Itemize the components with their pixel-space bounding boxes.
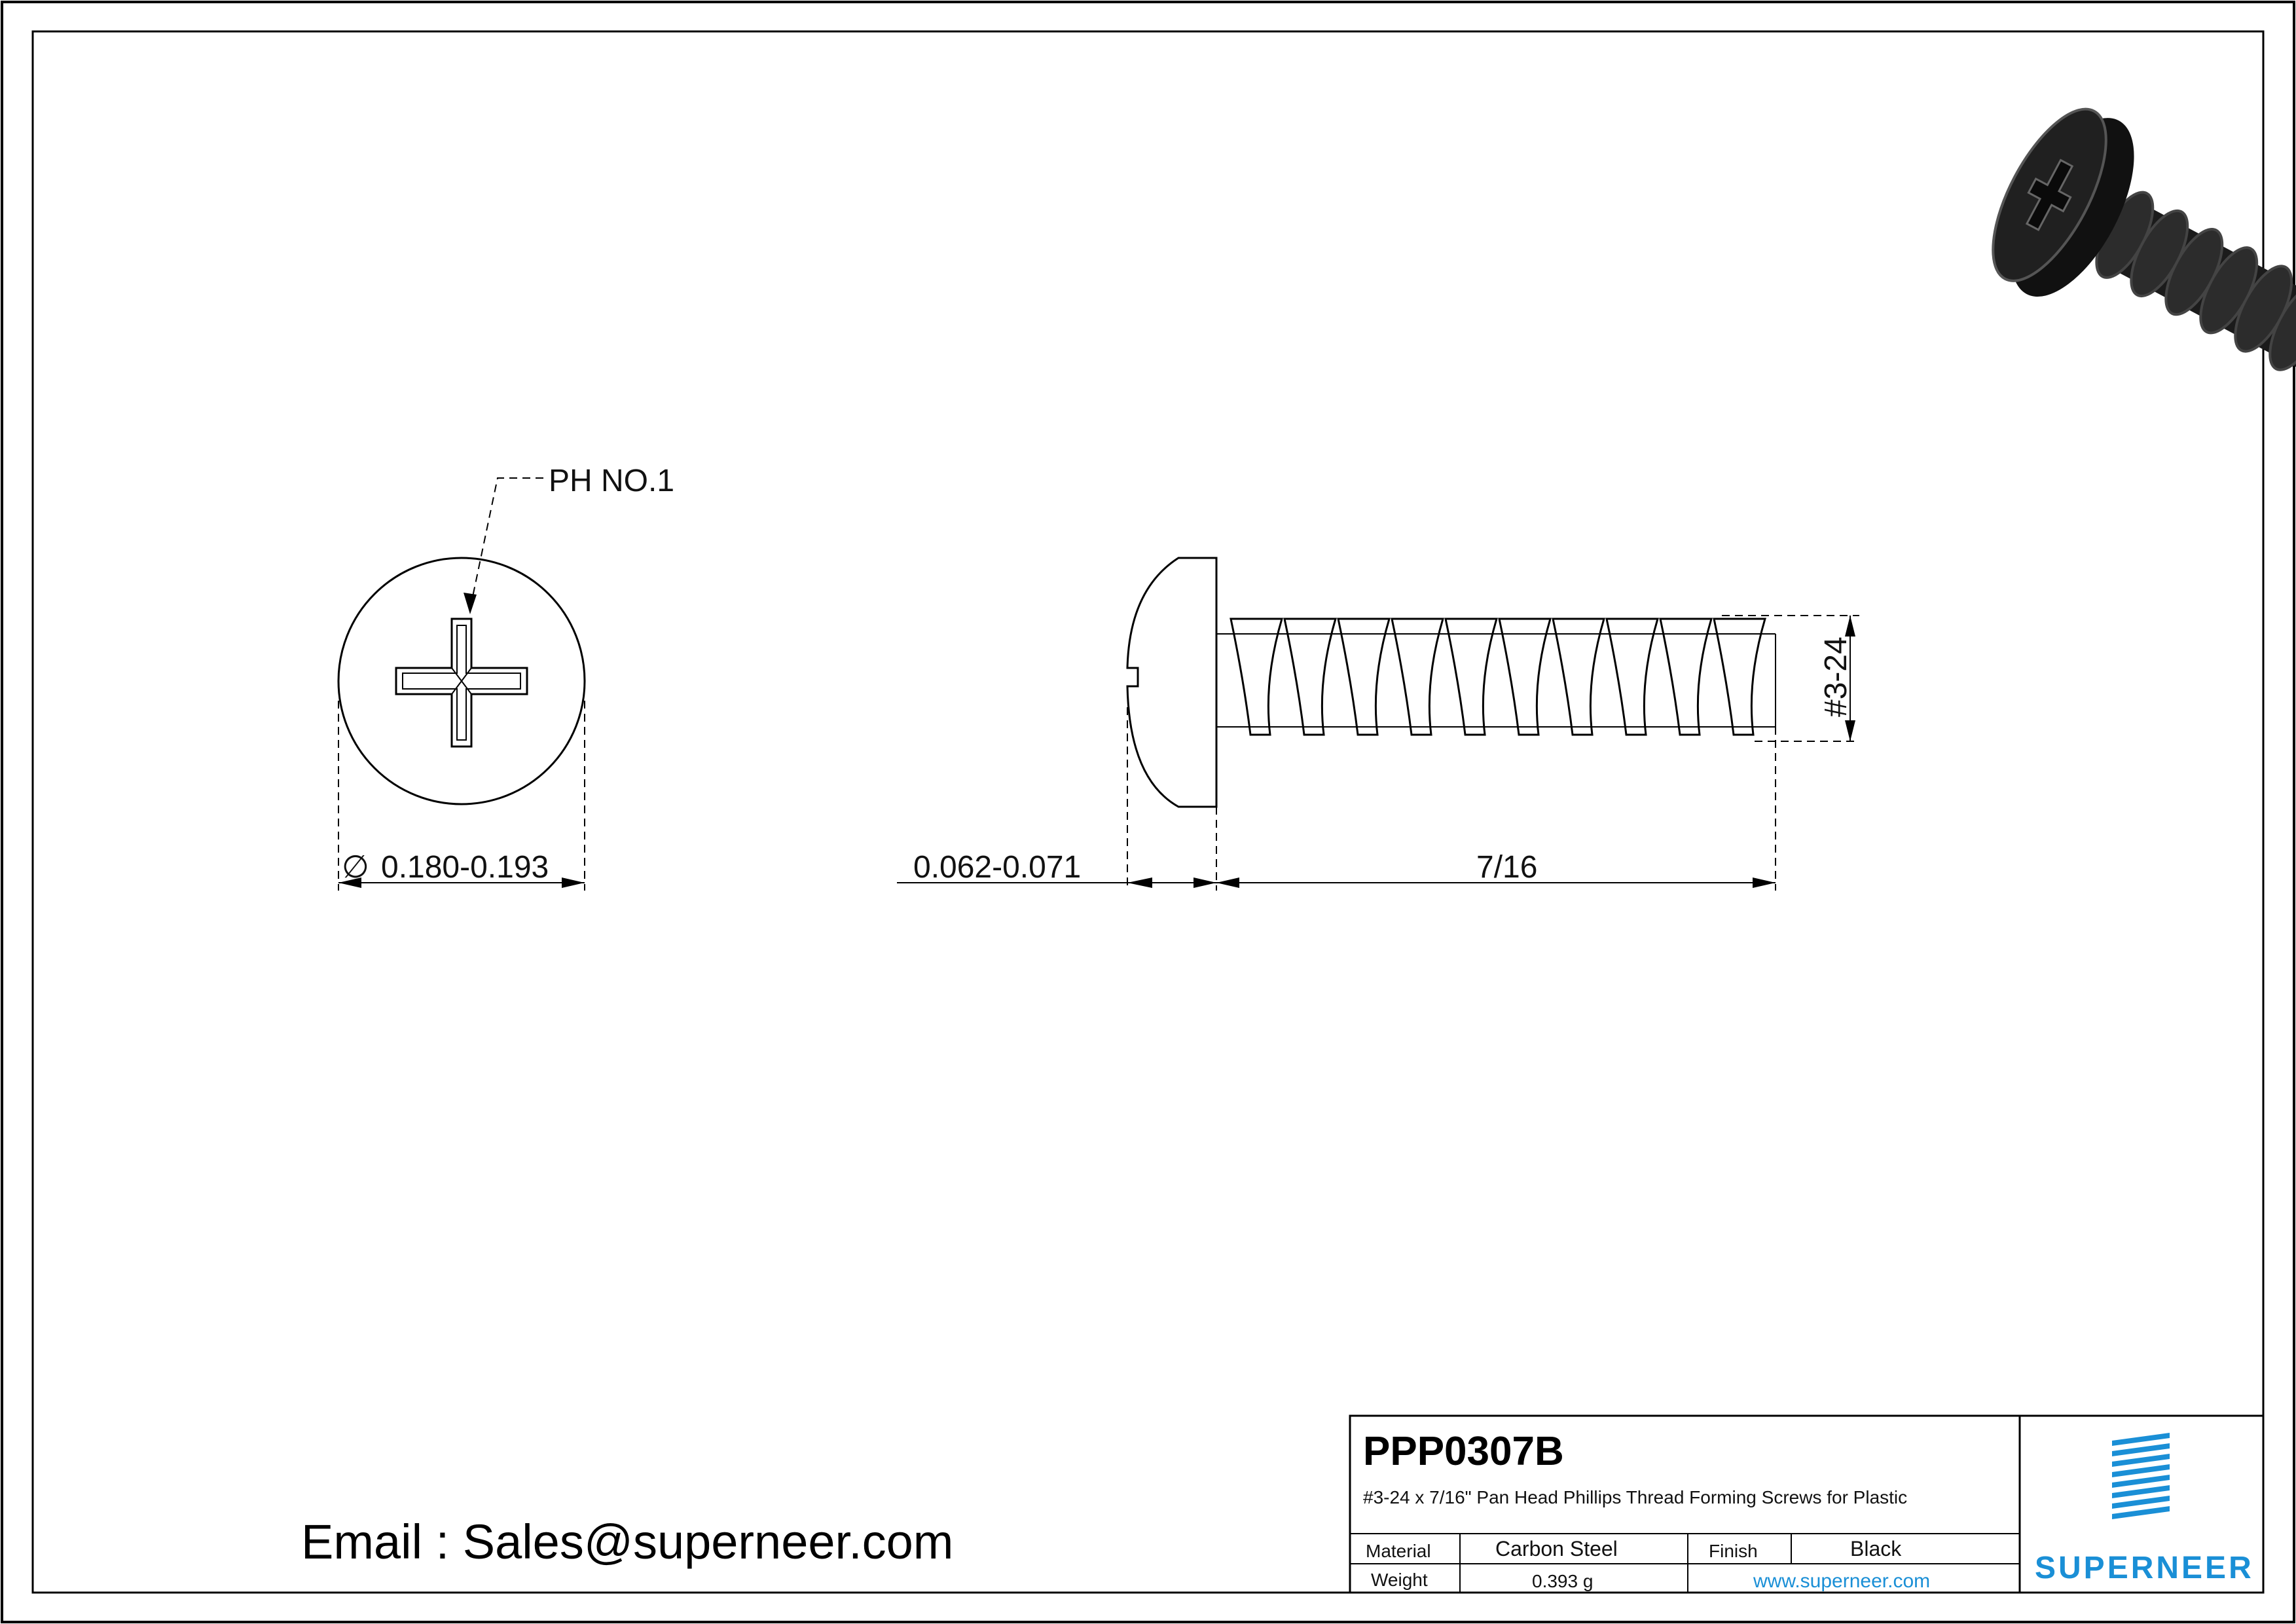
phillips-leader [464, 464, 674, 614]
head-diameter-dimension [338, 701, 585, 891]
part-number: PPP0307B [1363, 1429, 1564, 1474]
head-height-value: 0.062-0.071 [913, 850, 1082, 885]
superneer-logo-icon [2112, 1433, 2170, 1519]
finish-label: Finish [1709, 1541, 1758, 1561]
weight-value: 0.393 g [1532, 1571, 1594, 1591]
material-value: Carbon Steel [1495, 1537, 1618, 1560]
website-link[interactable]: www.superneer.com [1753, 1570, 1931, 1592]
phillips-recess-icon [396, 619, 527, 747]
title-block [1350, 1416, 2263, 1593]
head-top-view [338, 558, 585, 804]
head-diameter-value: 0.180-0.193 [381, 850, 549, 885]
brand-name: SUPERNEER [2035, 1551, 2254, 1585]
finish-value: Black [1850, 1537, 1902, 1560]
part-description: #3-24 x 7/16" Pan Head Phillips Thread Forming Screws for Plastic [1363, 1487, 1908, 1507]
screw-3d-render [1969, 90, 2296, 439]
thread-size-value: #3-24 [1819, 637, 1853, 717]
diameter-symbol: ∅ [342, 850, 369, 885]
material-label: Material [1366, 1541, 1431, 1561]
length-value: 7/16 [1476, 850, 1538, 885]
screw-side-view [1127, 558, 1776, 807]
phillips-size-label: PH NO.1 [549, 464, 675, 498]
outer-frame [2, 2, 2294, 1622]
contact-email: Email : Sales@superneer.com [301, 1515, 954, 1569]
inner-frame [33, 31, 2263, 1593]
weight-label: Weight [1371, 1570, 1428, 1590]
